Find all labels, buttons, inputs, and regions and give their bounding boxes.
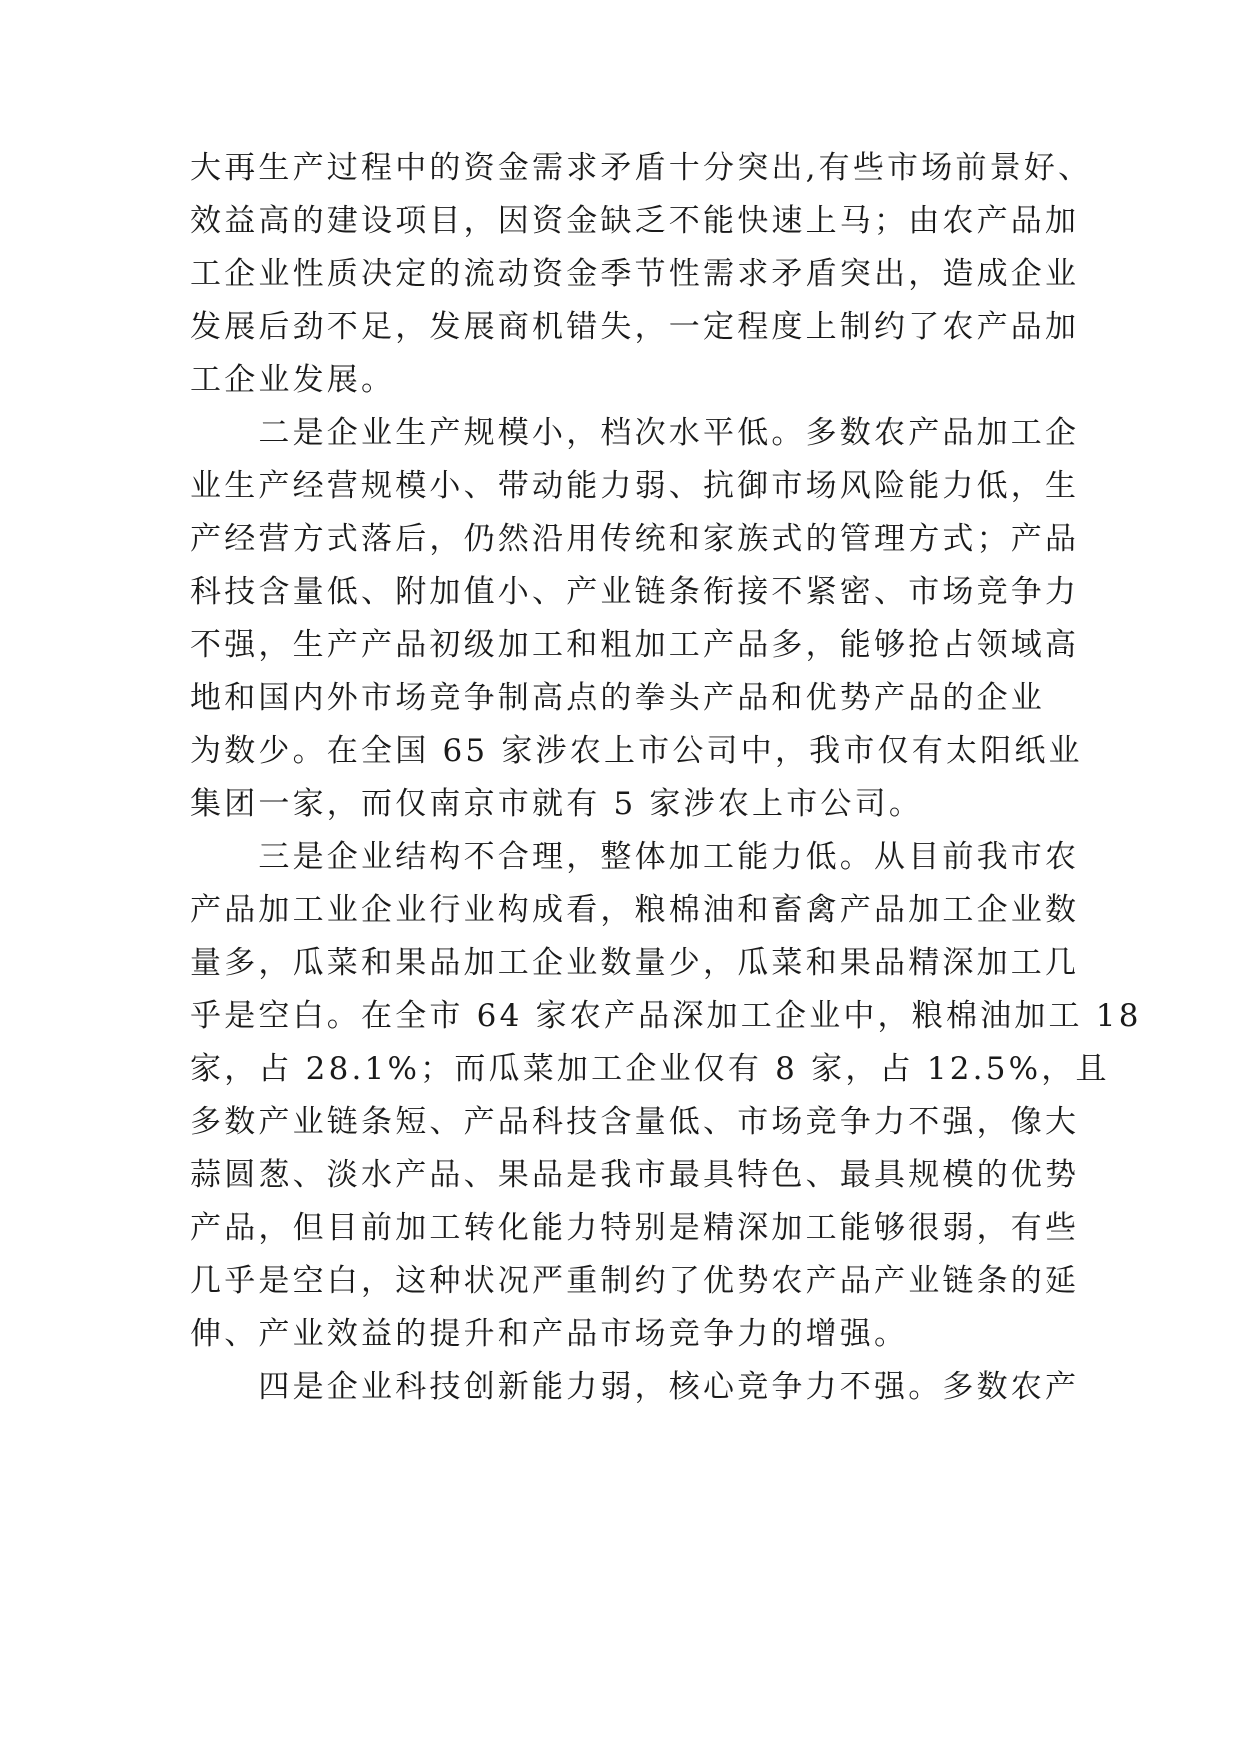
- text-line-3: 工企业性质决定的流动资金季节性需求矛盾突出，造成企业: [190, 256, 1080, 292]
- text-line-10: 不强，生产产品初级加工和粗加工产品多，能够抢占领域高: [190, 627, 1080, 663]
- text-line-1: 大再生产过程中的资金需求矛盾十分突出,有些市场前景好、: [190, 150, 1093, 186]
- text-line-16: 量多，瓜菜和果品加工企业数量少，瓜菜和果品精深加工几: [190, 945, 1080, 981]
- text-line-14: 三是企业结构不合理，整体加工能力低。从目前我市农: [190, 839, 1080, 875]
- text-line-5: 工企业发展。: [190, 362, 396, 398]
- text-line-12: 为数少。在全国 65 家涉农上市公司中，我市仅有太阳纸业: [190, 733, 1083, 769]
- text-line-24: 四是企业科技创新能力弱，核心竞争力不强。多数农产: [190, 1369, 1080, 1405]
- text-line-7: 业生产经营规模小、带动能力弱、抗御市场风险能力低，生: [190, 468, 1080, 504]
- text-line-22: 几乎是空白，这种状况严重制约了优势农产品产业链条的延: [190, 1263, 1080, 1299]
- text-line-4: 发展后劲不足，发展商机错失，一定程度上制约了农产品加: [190, 309, 1080, 345]
- text-line-6: 二是企业生产规模小，档次水平低。多数农产品加工企: [190, 415, 1080, 451]
- text-line-8: 产经营方式落后，仍然沿用传统和家族式的管理方式；产品: [190, 521, 1080, 557]
- text-line-21: 产品，但目前加工转化能力特别是精深加工能够很弱，有些: [190, 1210, 1080, 1246]
- text-line-20: 蒜圆葱、淡水产品、果品是我市最具特色、最具规模的优势: [190, 1157, 1080, 1193]
- text-line-23: 伸、产业效益的提升和产品市场竞争力的增强。: [190, 1316, 909, 1352]
- text-line-11: 地和国内外市场竞争制高点的拳头产品和优势产品的企业: [190, 680, 1045, 716]
- text-line-9: 科技含量低、附加值小、产业链条衔接不紧密、市场竞争力: [190, 574, 1080, 610]
- text-line-18: 家，占 28.1%；而瓜菜加工企业仅有 8 家，占 12.5%，且: [190, 1051, 1110, 1087]
- text-line-15: 产品加工业企业行业构成看，粮棉油和畜禽产品加工企业数: [190, 892, 1080, 928]
- text-line-13: 集团一家，而仅南京市就有 5 家涉农上市公司。: [190, 786, 924, 822]
- text-line-2: 效益高的建设项目，因资金缺乏不能快速上马；由农产品加: [190, 203, 1080, 239]
- text-line-17: 乎是空白。在全市 64 家农产品深加工企业中，粮棉油加工 18: [190, 998, 1142, 1034]
- text-line-19: 多数产业链条短、产品科技含量低、市场竞争力不强，像大: [190, 1104, 1080, 1140]
